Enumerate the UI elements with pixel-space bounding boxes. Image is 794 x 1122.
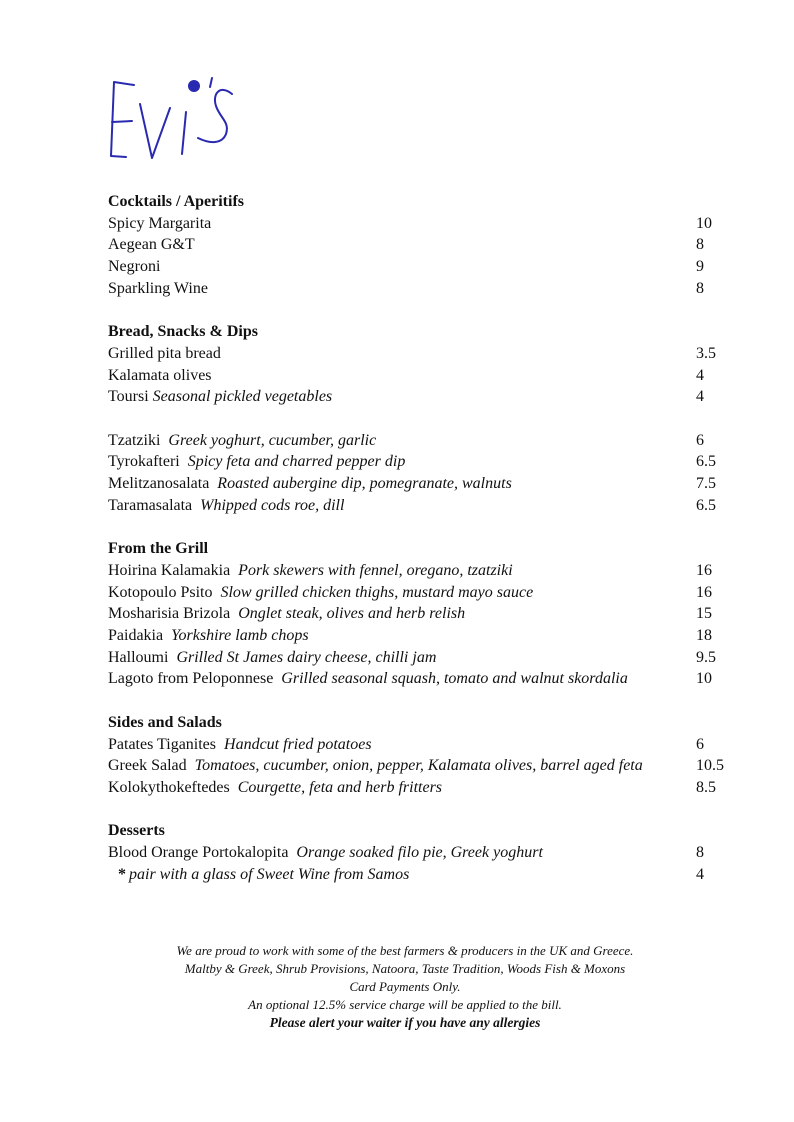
item-name: Tyrokafteri <box>108 453 180 471</box>
section-title: Desserts <box>108 822 165 840</box>
item-name: Sparkling Wine <box>108 279 208 297</box>
menu-item <box>108 213 748 235</box>
item-price: 10.5 <box>696 757 724 775</box>
item-description: Grilled St James dairy cheese, chilli jam <box>176 648 437 666</box>
item-price: 9 <box>696 258 704 276</box>
item-name: Kalamata olives <box>108 366 212 384</box>
item-price: 3.5 <box>696 344 716 362</box>
item-description: Pork skewers with fennel, oregano, tzatziki <box>238 561 513 579</box>
menu-item <box>108 386 748 408</box>
item-name: Tzatziki <box>108 431 161 449</box>
menu-item <box>108 451 748 473</box>
menu-item <box>108 473 748 495</box>
item-price: 10 <box>696 670 712 688</box>
item-description: Roasted aubergine dip, pomegranate, walnuts <box>217 475 512 493</box>
menu-section <box>108 712 748 799</box>
item-description: Seasonal pickled vegetables <box>152 388 333 406</box>
item-description: Handcut fried potatoes <box>224 735 372 753</box>
item-price: 9.5 <box>696 648 716 666</box>
item-price: 8 <box>696 279 704 297</box>
footer <box>0 942 794 1032</box>
item-price: 6 <box>696 431 704 449</box>
item-description: Onglet steak, olives and herb relish <box>238 605 466 623</box>
item-price: 4 <box>696 865 704 883</box>
item-price: 8 <box>696 236 704 254</box>
item-name: Kotopoulo Psito <box>108 583 213 601</box>
item-price: 8.5 <box>696 778 716 796</box>
item-name: Patates Tiganites <box>108 735 217 753</box>
item-description: Slow grilled chicken thighs, mustard mayo sauce <box>220 583 534 601</box>
item-name: Paidakia <box>108 627 164 645</box>
item-price: 6.5 <box>696 453 716 471</box>
item-description: Courgette, feta and herb fritters <box>237 778 443 796</box>
item-description: Whipped cods roe, dill <box>200 496 345 514</box>
section-title: Bread, Snacks & Dips <box>108 323 258 341</box>
item-price: 15 <box>696 605 712 623</box>
item-name: Melitzanosalata <box>108 475 210 493</box>
asterisk-marker: * <box>118 865 126 883</box>
footer-allergy-notice: Please alert your waiter if you have any allergies <box>269 1015 541 1030</box>
menu-section <box>108 538 748 690</box>
item-price: 18 <box>696 627 712 645</box>
item-description: Yorkshire lamb chops <box>171 627 309 645</box>
item-group <box>108 734 748 799</box>
menu-item <box>108 234 748 256</box>
item-price: 16 <box>696 583 712 601</box>
menu-item <box>108 365 748 387</box>
menu-item <box>108 278 748 300</box>
item-group <box>108 560 748 690</box>
footer-line-producers: We are proud to work with some of the best farmers & producers in the UK and Greece. <box>176 943 634 958</box>
menu-item <box>108 495 748 517</box>
menu-section <box>108 191 748 300</box>
footer-line-payments: Card Payments Only. <box>349 979 461 994</box>
item-name: Grilled pita bread <box>108 344 221 362</box>
item-price: 6 <box>696 735 704 753</box>
item-name: Lagoto from Peloponnese <box>108 670 274 688</box>
menu-item <box>108 256 748 278</box>
item-name: Toursi <box>108 388 149 406</box>
section-title: From the Grill <box>108 540 209 558</box>
item-name: Aegean G&T <box>108 236 195 254</box>
item-price: 4 <box>696 366 704 384</box>
item-name: Blood Orange Portokalopita <box>108 844 289 862</box>
item-price: 8 <box>696 844 704 862</box>
item-name: Halloumi <box>108 648 169 666</box>
menu-section <box>108 820 748 885</box>
footer-line-service-charge: An optional 12.5% service charge will be applied to the bill. <box>248 997 562 1012</box>
item-name: Taramasalata <box>108 496 193 514</box>
menu-item <box>108 560 748 582</box>
menu-item <box>108 625 748 647</box>
item-name: Hoirina Kalamakia <box>108 561 231 579</box>
menu-item <box>108 842 748 864</box>
menu-section <box>108 321 748 516</box>
item-name: Spicy Margarita <box>108 214 212 232</box>
item-price: 6.5 <box>696 496 716 514</box>
item-name: Greek Salad <box>108 757 187 775</box>
footer-line-suppliers: Maltby & Greek, Shrub Provisions, Natoora, Taste Tradition, Woods Fish & Moxons <box>184 961 626 976</box>
item-price: 10 <box>696 214 712 232</box>
item-name: Mosharisia Brizola <box>108 605 231 623</box>
item-name: Kolokythokeftedes <box>108 778 230 796</box>
item-description: Grilled seasonal squash, tomato and walnut skordalia <box>281 670 628 688</box>
item-price: 4 <box>696 388 704 406</box>
menu-item <box>108 343 748 365</box>
item-price: 7.5 <box>696 475 716 493</box>
menu-item <box>108 582 748 604</box>
menu-item <box>108 430 748 452</box>
evis-logo <box>102 72 242 164</box>
item-description: Orange soaked filo pie, Greek yoghurt <box>296 844 543 862</box>
item-description: Greek yoghurt, cucumber, garlic <box>168 431 377 449</box>
menu <box>108 191 748 907</box>
item-price: 16 <box>696 561 712 579</box>
item-description: pair with a glass of Sweet Wine from Samos <box>129 865 410 883</box>
section-title: Cocktails / Aperitifs <box>108 193 244 210</box>
item-group <box>108 430 748 517</box>
menu-item <box>108 777 748 799</box>
item-description: Spicy feta and charred pepper dip <box>187 453 406 471</box>
menu-item <box>108 603 748 625</box>
menu-item <box>108 647 748 669</box>
section-title: Sides and Salads <box>108 713 222 731</box>
pairing-note <box>108 864 748 886</box>
menu-item <box>108 668 748 690</box>
menu-item <box>108 755 748 777</box>
item-group <box>108 842 748 885</box>
menu-item <box>108 734 748 756</box>
item-name: Negroni <box>108 258 161 276</box>
item-group <box>108 213 748 300</box>
item-group <box>108 343 748 408</box>
item-description: Tomatoes, cucumber, onion, pepper, Kalamata olives, barrel aged feta <box>194 757 643 775</box>
